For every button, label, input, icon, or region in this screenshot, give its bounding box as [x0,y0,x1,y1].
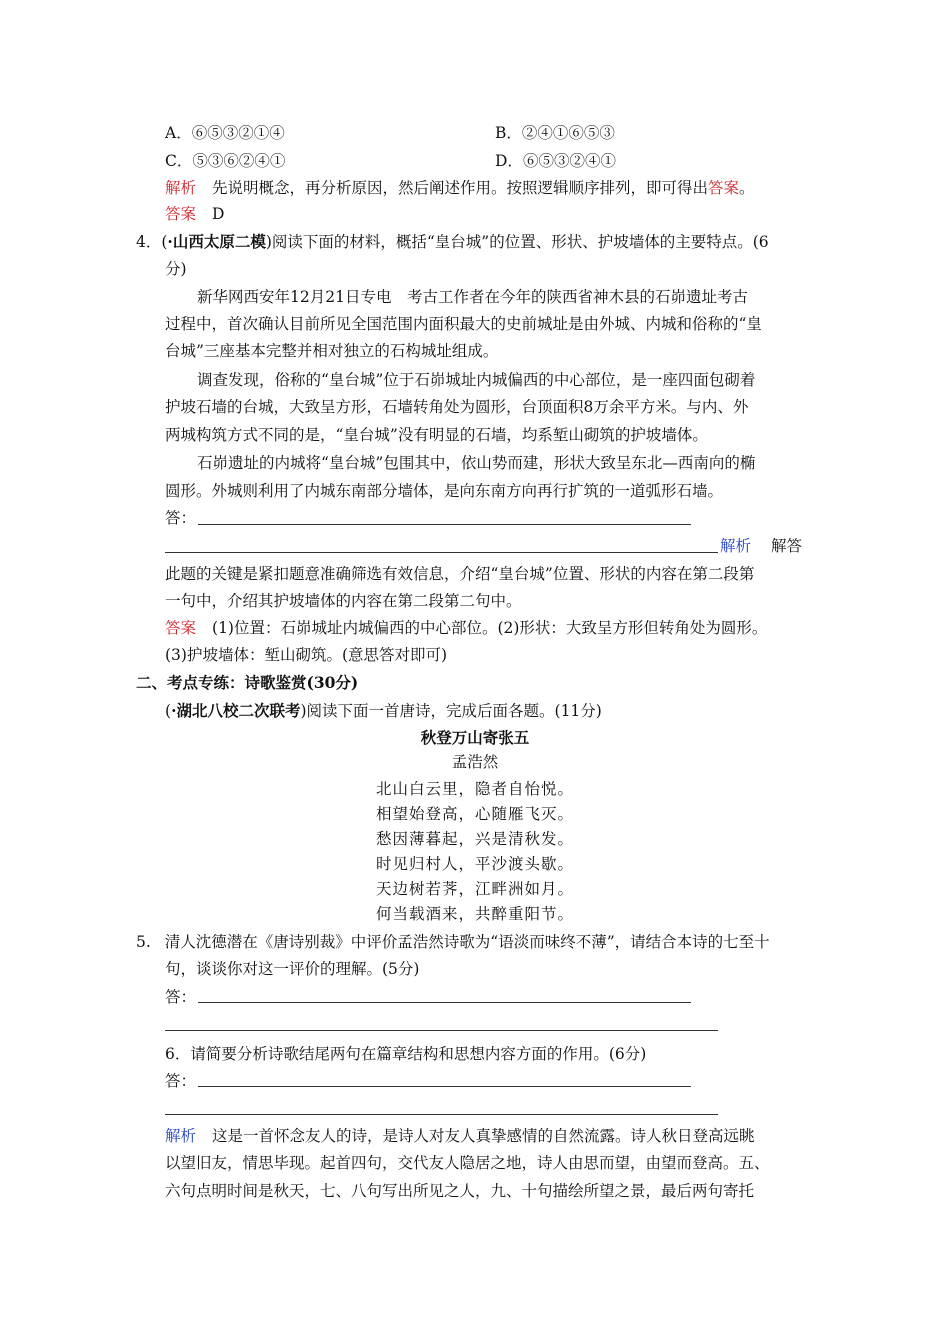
question-source: ·山西太原二模 [167,232,266,251]
poem-author: 孟浩然 [451,753,499,771]
question-number: 4．( [136,233,168,251]
intro-open: ( [165,702,172,720]
analysis-line: 一句中，介绍其护坡墙体的内容在第二段第二句中。 [165,592,522,610]
option-d [495,150,616,172]
analysis-line: 六句点明时间是秋天，七、八句写出所见之人，九、十句描绘所望之景，最后两句寄托 [165,1182,755,1200]
poem-line: 天边树若荠，江畔洲如月。 [375,880,574,898]
answer-line[interactable] [165,1030,718,1031]
answer-line[interactable] [198,1086,691,1087]
intro-text: )阅读下面一首唐诗，完成后面各题。(11分) [300,702,602,720]
poem-title: 秋登万山寄张五 [420,728,530,747]
answer-line[interactable] [165,552,718,553]
q5-prompt [136,931,770,953]
poem-line: 相望始登高，心随雁飞灭。 [375,805,574,823]
analysis-end: 。 [739,179,755,197]
answer-label: 答案 [165,205,197,223]
analysis-label: 解析 [720,537,752,555]
q6-answer-prompt: 答： [165,1072,197,1090]
analysis-text: 先说明概念，再分析原因，然后阐述作用。按照逻辑顺序排列，即可得出 [212,179,709,197]
poem-line: 北山白云里，隐者自怡悦。 [375,780,574,798]
answer-line-text: (3)护坡墙体：堑山砌筑。(意思答对即可) [165,646,448,664]
option-text: ⑥⑤③②④① [522,152,616,170]
answer-line[interactable] [198,1002,691,1003]
q3-answer [165,203,224,225]
analysis-text: 这是一首怀念友人的诗，是诗人对友人真挚感情的自然流露。诗人秋日登高远眺 [212,1127,755,1145]
intro-source: ·湖北八校二次联考 [171,701,301,720]
section-intro [165,700,602,722]
answer-line[interactable] [198,524,691,525]
answer-label: 答案 [165,619,197,637]
final-analysis [165,1125,755,1147]
q3-analysis [165,177,755,199]
q4-prompt-cont: 分) [165,260,187,278]
analysis-line: 此题的关键是紧扣题意准确筛选有效信息，介绍“皇台城”位置、形状的内容在第二段第 [165,565,755,583]
poem-line: 时见归村人，平沙渡头歇。 [375,855,574,873]
poem-line: 何当载酒来，共醉重阳节。 [375,905,574,923]
material-line: 台城”三座基本完整并相对独立的石构城址组成。 [165,342,499,360]
poem-line: 愁因薄暮起，兴是清秋发。 [375,830,574,848]
analysis-label: 解析 [165,179,197,197]
material-line: 两城构筑方式不同的是，“皇台城”没有明显的石墙，均系堑山砌筑的护坡墙体。 [165,426,708,444]
option-letter: A． [165,124,192,142]
option-a [165,122,285,144]
q4-answer-prompt: 答： [165,509,197,527]
q4-analysis-head [720,535,802,557]
material-line: 护坡石墙的台城，大致呈方形，石墙转角处为圆形，台顶面积8万余平方米。与内、外 [165,398,749,416]
question-number: 5. [136,933,151,951]
analysis-line: 以望旧友，情思毕现。起首四句，交代友人隐居之地，诗人由思而望，由望而登高。五、 [165,1154,770,1172]
material-line: 过程中，首次确认目前所见全国范围内面积最大的史前城址是由外城、内城和俗称的“皇 [165,315,762,333]
answer-text: (1)位置：石峁城址内城偏西的中心部位。(2)形状：大致呈方形但转角处为圆形。 [212,619,768,637]
q5-prompt-cont: 句，谈谈你对这一评价的理解。(5分) [165,960,420,978]
option-text: ⑥⑤③②①④ [191,124,285,142]
option-text: ⑤③⑥②④① [192,152,286,170]
option-b [495,122,615,144]
option-text: ②④①⑥⑤③ [521,124,615,142]
material-line: 圆形。外城则利用了内城东南部分墙体，是向东南方向再行扩筑的一道弧形石墙。 [165,482,724,500]
option-letter: B． [495,124,522,142]
analysis-answer-word: 答案 [708,179,740,197]
answer-text: D [212,205,225,223]
option-letter: C． [165,152,193,170]
q4-answer [165,617,767,639]
answer-line[interactable] [165,1114,718,1115]
material-line: 新华网西安年12月21日专电 考古工作者在今年的陕西省神木县的石峁遗址考古 [197,288,748,306]
option-c [165,150,285,172]
analysis-label: 解析 [165,1127,197,1145]
analysis-text: 解答 [771,537,803,555]
question-text: 清人沈德潜在《唐诗别裁》中评价孟浩然诗歌为“语淡而味终不薄”，请结合本诗的七至十 [164,933,770,951]
section-heading: 二、考点专练：诗歌鉴赏(30分) [136,673,359,692]
q4-prompt [136,231,769,253]
option-letter: D． [495,152,523,170]
material-line: 石峁遗址的内城将“皇台城”包围其中，依山势而建，形状大致呈东北—西南向的椭 [197,454,756,472]
material-line: 调查发现，俗称的“皇台城”位于石峁城址内城偏西的中心部位，是一座四面包砌着 [197,371,756,389]
q5-answer-prompt: 答： [165,988,197,1006]
question-text: )阅读下面的材料，概括“皇台城”的位置、形状、护坡墙体的主要特点。(6 [265,233,769,251]
q6-prompt: 6．请简要分析诗歌结尾两句在篇章结构和思想内容方面的作用。(6分) [165,1045,647,1063]
